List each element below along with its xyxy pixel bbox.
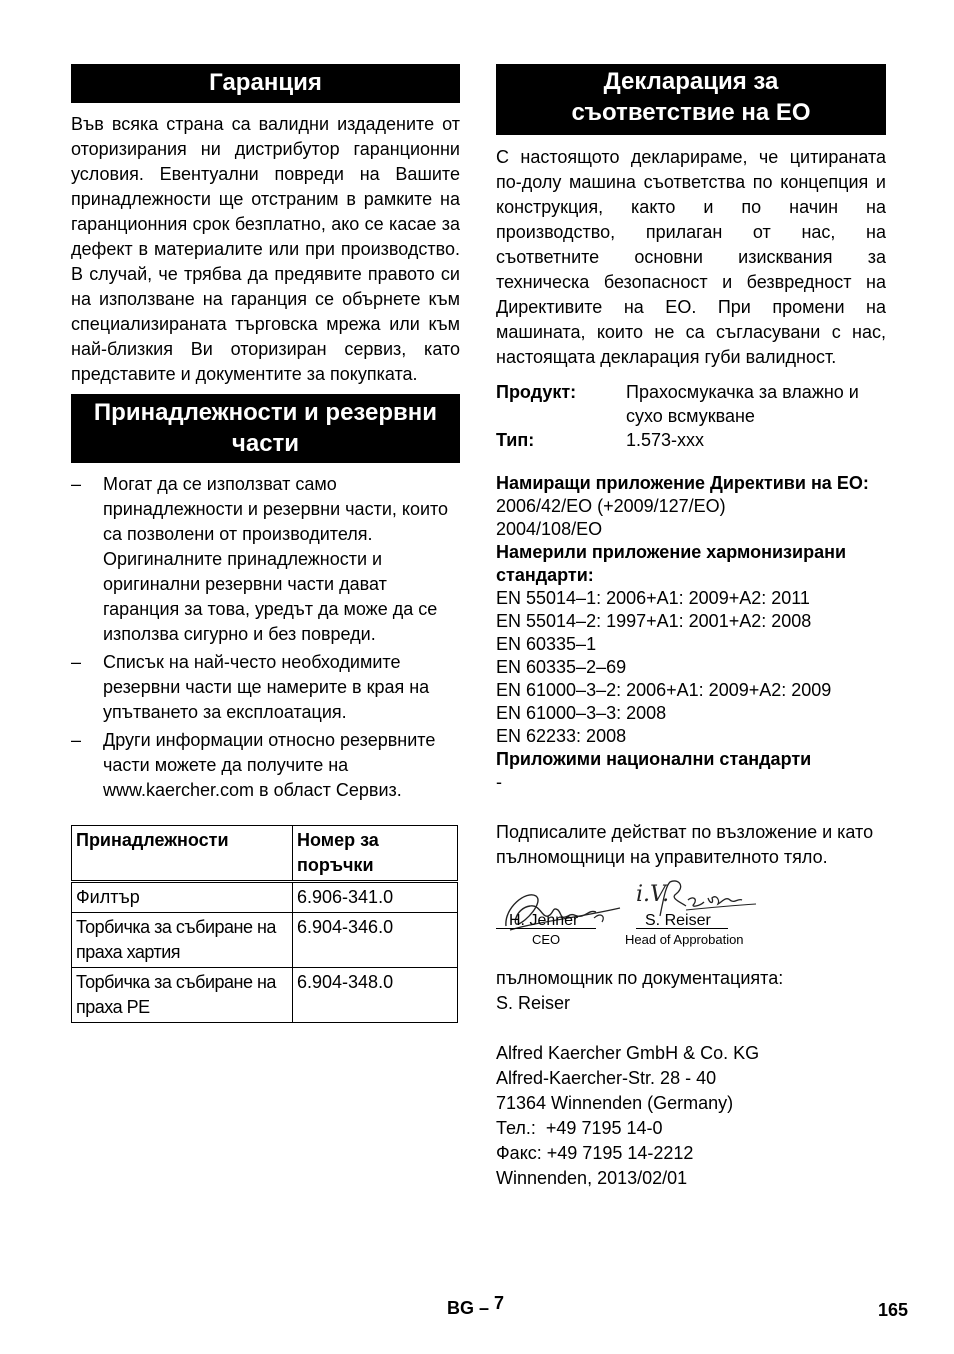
signer2-prefix: i.V. bbox=[636, 882, 670, 907]
declaration-intro: С настоящото декларираме, че цитираната по-долу машина съответства по концепция и конструкция, както и по начин на производство, прилаган от нас, на съответните основни изисквания за техническа безопасност и безвредност на Директивите на ЕО. При промени на машината, които не са съгласувани с нас, настоящата декларация губи валидност. bbox=[496, 147, 886, 367]
signer1-name: H. Jenner bbox=[509, 912, 579, 929]
table-cell: Филтър bbox=[72, 882, 293, 913]
table-row bbox=[72, 913, 458, 968]
address-line: Alfred-Kaercher-Str. 28 - 40 bbox=[496, 1068, 717, 1088]
product-value: Прахосмукачка за влажно и сухо всмукване bbox=[626, 382, 859, 426]
product-info bbox=[496, 380, 886, 452]
table-cell: Торбичка за събиране на праха хартия bbox=[72, 913, 293, 968]
table-row bbox=[72, 882, 458, 913]
table-cell: 6.906-341.0 bbox=[293, 882, 458, 913]
national-standards-value: - bbox=[496, 772, 502, 792]
table-cell: Торбичка за събиране на праха PE bbox=[72, 968, 293, 1023]
declaration-heading: Декларация за съответствие на ЕО bbox=[496, 64, 886, 135]
standard-item: EN 61000–3–2: 2006+A1: 2009+A2: 2009 bbox=[496, 680, 832, 700]
signature-block bbox=[496, 876, 886, 964]
accessories-heading: Принадлежности и резервни части bbox=[71, 394, 460, 463]
address-line: Alfred Kaercher GmbH & Co. KG bbox=[496, 1043, 760, 1063]
table-row bbox=[72, 968, 458, 1023]
accessories-list bbox=[71, 472, 460, 803]
address-line: 71364 Winnenden (Germany) bbox=[496, 1093, 734, 1113]
directives-label: Намиращи приложение Директиви на ЕО: bbox=[496, 473, 869, 493]
table-header-row bbox=[72, 826, 458, 882]
table-cell: 6.904-346.0 bbox=[293, 913, 458, 968]
signer1-role: CEO bbox=[532, 932, 561, 947]
page-number: 165 bbox=[878, 1300, 909, 1320]
address-line: Winnenden, 2013/02/01 bbox=[496, 1168, 688, 1188]
standards-block bbox=[496, 472, 886, 794]
documentation-rep-name: S. Reiser bbox=[496, 993, 571, 1013]
company-address bbox=[496, 1041, 886, 1191]
standard-item: EN 55014–1: 2006+A1: 2009+A2: 2011 bbox=[496, 588, 810, 608]
national-standards-label: Приложими национални стандарти bbox=[496, 749, 812, 769]
signer2-name: S. Reiser bbox=[645, 912, 711, 929]
type-label: Тип: bbox=[496, 430, 535, 450]
accessories-table bbox=[71, 825, 458, 1023]
left-column bbox=[71, 64, 460, 1023]
table-header-cell: Номер за поръчки bbox=[293, 826, 458, 882]
list-item: – Могат да се използват само принадлежности и резервни части, които са позволени от производителя. Оригиналните принадлежности и оригинални резервни части дават гаранция за това, уредът да може да се използва сигурно и без повреди. bbox=[71, 474, 449, 644]
list-item: – Други информации относно резервните части можете да получите на www.kaercher.com в област Сервиз. bbox=[71, 730, 436, 800]
standard-item: EN 60335–1 bbox=[496, 634, 597, 654]
standard-item: EN 61000–3–3: 2008 bbox=[496, 703, 667, 723]
standard-item: EN 62233: 2008 bbox=[496, 726, 627, 746]
signer2-role: Head of Approbation bbox=[625, 932, 744, 947]
standards-label: Намерили приложение хармонизирани стандарти: bbox=[496, 542, 847, 585]
type-value: 1.573-xxx bbox=[626, 430, 705, 450]
right-column bbox=[496, 64, 886, 1191]
guarantee-text: Във всяка страна са валидни издадените от оторизирания ни дистрибутор гаранционни условия. Евентуални повреди на Вашите принадлежности ще отстраним в рамките на гаранционния срок безплатно, ако се касае за дефект в материалите или при производство. В случай, че трябва да предявите правото си на използване на гаранция се обърнете към специализираната търговска мрежа или към най-близкия Ви оторизиран сервиз, като представите и документите за покупката. bbox=[71, 114, 460, 384]
guarantee-heading: Гаранция bbox=[71, 64, 460, 103]
standard-item: EN 55014–2: 1997+A1: 2001+A2: 2008 bbox=[496, 611, 812, 631]
documentation-rep-label: пълномощник по документацията: bbox=[496, 968, 784, 988]
address-line: Факс: +49 7195 14-2212 bbox=[496, 1143, 694, 1163]
list-item: – Списък на най-често необходимите резервни части ще намерите в края на упътването за експлоатация. bbox=[71, 652, 430, 722]
footer-section-label: BG – 7 bbox=[447, 1293, 505, 1318]
signatories-text: Подписалите действат по възложение и като пълномощници на управителното тяло. bbox=[496, 822, 874, 867]
table-header-cell: Принадлежности bbox=[72, 826, 293, 882]
product-label: Продукт: bbox=[496, 382, 577, 402]
directive-item: 2004/108/EO bbox=[496, 519, 603, 539]
directive-item: 2006/42/EO (+2009/127/EO) bbox=[496, 496, 726, 516]
table-cell: 6.904-348.0 bbox=[293, 968, 458, 1023]
address-line: Тел.: +49 7195 14-0 bbox=[496, 1118, 663, 1138]
standard-item: EN 60335–2–69 bbox=[496, 657, 627, 677]
